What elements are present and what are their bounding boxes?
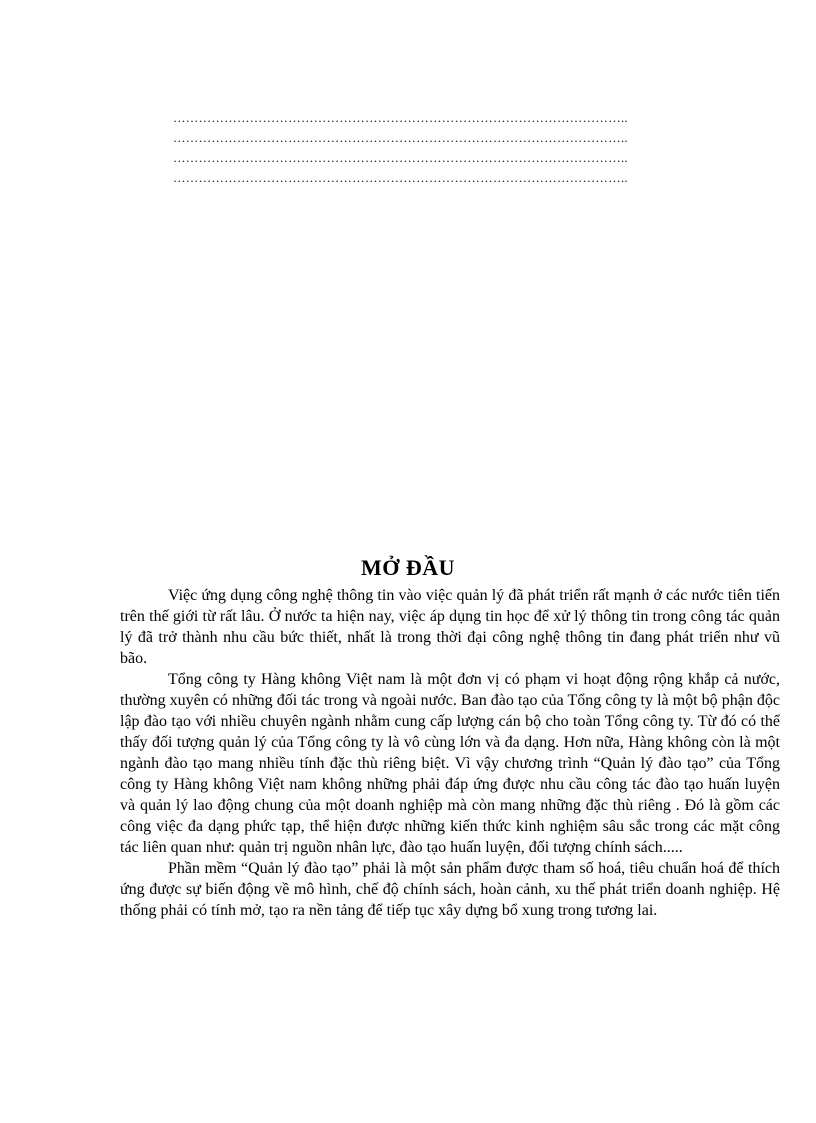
paragraph: Việc ứng dụng công nghệ thông tin vào việc quản lý đã phát triển rất mạnh ở các nước tiên tiến trên thế giới từ rất lâu. Ở nước ta hiện nay, việc áp dụng tin học để xử lý thông tin trong công tác quản lý đã trở thành nhu cầu bức thiết, nhất là trong thời đại công nghệ thông tin đang phát triển như vũ bão. xyxy=(120,587,780,667)
dotted-line: …………………………………………………………………………………………….. xyxy=(173,171,628,185)
dotted-line: …………………………………………………………………………………………….. xyxy=(173,111,628,125)
section-heading: MỞ ĐẦU xyxy=(360,554,456,580)
dotted-line: …………………………………………………………………………………………….. xyxy=(173,131,628,145)
body-text xyxy=(120,585,780,921)
paragraph: Phần mềm “Quản lý đào tạo” phải là một sản phẩm được tham số hoá, tiêu chuẩn hoá để thích ứng được sự biến động về mô hình, chế độ chính sách, hoàn cảnh, xu thế phát triển doanh nghiệp. Hệ thống phải có tính mở, tạo ra nền tảng để tiếp tục xây dựng bổ xung trong tương lai. xyxy=(120,860,780,919)
paragraph: Tổng công ty Hàng không Việt nam là một đơn vị có phạm vi hoạt động rộng khắp cả nước, thường xuyên có những đối tác trong và ngoài nước. Ban đào tạo của Tổng công ty là một bộ phận độc lập đào tạo với nhiều chuyên ngành nhằm cung cấp lượng cán bộ cho toàn Tổng công ty. Từ đó có thể thấy đối tượng quản lý của Tổng công ty là vô cùng lớn và đa dạng. Hơn nữa, Hàng không còn là một ngành đào tạo mang nhiều tính đặc thù riêng biệt. Vì vậy chương trình “Quản lý đào tạo” của Tổng công ty Hàng không Việt nam không những phải đáp ứng được nhu cầu công tác đào tạo huấn luyện và quản lý lao động chung của một doanh nghiệp mà còn mang những đặc thù riêng . Đó là gồm các công việc đa dạng phức tạp, thể hiện được những kiến thức kinh nghiệm sâu sắc trong các mặt công tác liên quan như: quản trị nguồn nhân lực, đào tạo huấn luyện, đối tượng chính sách..... xyxy=(120,671,780,856)
dotted-placeholder-lines xyxy=(173,108,733,188)
dotted-line: …………………………………………………………………………………………….. xyxy=(173,151,628,165)
